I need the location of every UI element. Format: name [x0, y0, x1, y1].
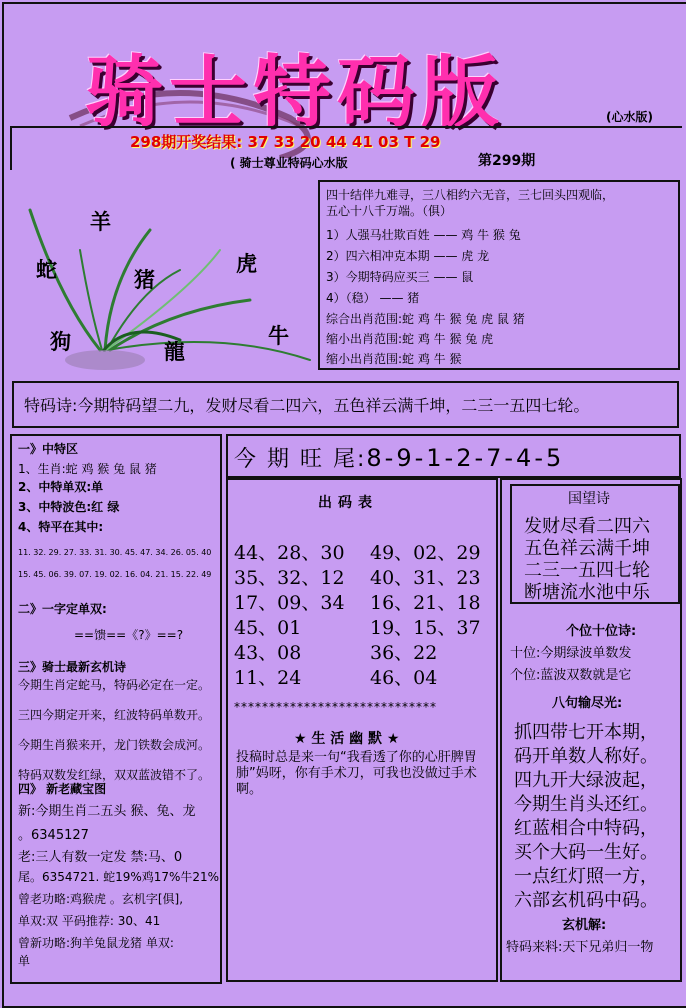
zodiac-pig: 猪: [134, 268, 155, 292]
number-cell: 46、04: [370, 667, 438, 689]
eight-lines-title: 八句输尽光:: [552, 696, 623, 711]
number-list: 11. 32. 29. 27. 33. 31. 30. 45. 47. 34. 26. 05. 40: [18, 548, 212, 557]
section-heading: 一》中特区: [18, 442, 79, 456]
eight-lines-line: 今期生肖头还红。: [514, 794, 658, 815]
mystery-text: 特码来料:天下兄弟归一物: [506, 940, 654, 955]
slogan: ( 骑士尊业特码心水版: [230, 156, 348, 170]
number-cell: 36、22: [370, 642, 438, 664]
poem-item: 综合出肖范围:蛇 鸡 牛 猴 兔 虎 鼠 猪: [326, 312, 525, 326]
verse-line: 今期生肖定蛇马，特码必定在一定。: [18, 678, 211, 692]
zodiac-tiger: 虎: [236, 252, 257, 276]
treasure-line: 。6345127: [18, 828, 89, 843]
position-poem-line: 十位:今期绿波单数发: [510, 646, 632, 661]
verse-line: 三四今期定开来，红波特码单数开。: [18, 708, 211, 722]
lucky-tail: [234, 442, 564, 473]
position-poem-title: 个位十位诗:: [566, 624, 637, 639]
guo-poem-line: 二三一五四七轮: [524, 560, 650, 581]
number-table-box: [226, 478, 498, 982]
position-poem-line: 个位:蓝波双数就是它: [510, 668, 632, 683]
number-cell: 44、28、30: [234, 542, 345, 564]
eight-lines-line: 抓四带七开本期，: [514, 722, 658, 743]
flat-line: 4、特平在其中:: [18, 520, 104, 534]
eight-lines-line: 四九开大绿波起，: [514, 770, 658, 791]
lucky-tail-label: 今 期 旺 尾:: [234, 447, 367, 472]
treasure-line: 老:三人有数一定发 禁:马、0: [18, 850, 183, 865]
eight-lines-line: 码开单数人称好。: [514, 746, 658, 767]
poem-line-1: 四十结伴九难寻，三八相约六无音，三七回头四观临，: [326, 188, 615, 202]
draw-results: 298期开奖结果: 37 33 20 44 41 03 T 29: [130, 133, 441, 151]
number-cell: 45、01: [234, 617, 302, 639]
poem-item: 4）（稳） —— 猪: [326, 291, 420, 305]
section-heading: 四》 新老藏宝图: [18, 782, 107, 796]
treasure-line: 曾老功略:鸡猴虎 。玄机字[俱],: [18, 892, 184, 906]
number-cell: 19、15、37: [370, 617, 481, 639]
treasure-line: 单双:双 平码推荐: 30、41: [18, 914, 161, 928]
humor-title: ★ 生 活 幽 默 ★: [294, 731, 400, 747]
zodiac-dog: 狗: [50, 330, 71, 354]
guo-poem-box: [510, 484, 680, 604]
mystery-title: 玄机解:: [562, 918, 607, 933]
poem-item: 2）四六相冲克本期 —— 虎 龙: [326, 249, 490, 263]
issue-number: 第299期: [478, 153, 536, 169]
star-divider: *****************************: [234, 700, 437, 714]
guo-poem-title: 国望诗: [568, 491, 610, 507]
eight-lines-line: 红蓝相合中特码，: [514, 818, 658, 839]
page-title: 骑士特码版: [85, 47, 506, 138]
number-cell: 16、21、18: [370, 592, 481, 614]
zodiac-line: 1、生肖:蛇 鸡 猴 兔 鼠 猪: [18, 462, 157, 476]
section-heading: 三》骑士最新玄机诗: [18, 660, 127, 674]
lucky-tail-value: 8-9-1-2-7-4-5: [366, 444, 565, 472]
number-table-title: 出码表: [318, 495, 378, 511]
number-cell: 43、08: [234, 642, 302, 664]
poem-line-2: 五心十八千万端。（俱）: [326, 204, 453, 218]
poem-item: 缩小出肖范围:蛇 鸡 牛 猴: [326, 352, 462, 366]
number-cell: 49、02、29: [370, 542, 481, 564]
zodiac-snake: 蛇: [36, 258, 57, 282]
treasure-line: 曾新功略:狗羊兔鼠龙猪 单双:: [18, 936, 174, 950]
treasure-line: 新:今期生肖二五头 猴、兔、龙: [18, 804, 196, 819]
number-list: 15. 45. 06. 39. 07. 19. 02. 16. 04. 21. 15. 22. 49: [18, 570, 212, 579]
verse-line: 今期生肖猴来开，龙门铁数会成河。: [18, 738, 211, 752]
code-poem-box: [12, 381, 679, 428]
number-cell: 11、24: [234, 667, 302, 689]
left-column: [10, 434, 222, 984]
edition-label: (心水版): [606, 110, 653, 124]
poem-item: 1）人强马壮欺百姓 —— 鸡 牛 猴 兔: [326, 228, 521, 242]
number-cell: 40、31、23: [370, 567, 481, 589]
prediction-poem-box: [318, 180, 680, 370]
guo-poem-line: 发财尽看二四六: [524, 516, 650, 537]
code-poem: 特码诗:今期特码望二九，发财尽看二四六，五色祥云满千坤，二三一五四七轮。: [24, 396, 590, 415]
guo-poem-line: 五色祥云满千坤: [524, 538, 650, 559]
riddle: ==馈==《?》==?: [74, 628, 184, 642]
humor-text: 投稿时总是来一句“我看透了你的心肝脾胃肺”妈呀，你有手术刀，可我也没做过手术啊。: [236, 750, 477, 797]
treasure-line: 尾。6354721. 蛇19%鸡17%牛21%: [18, 870, 220, 884]
color-line: 3、中特波色:红 绿: [18, 500, 120, 514]
eight-lines-line: 一点红灯照一方，: [514, 866, 658, 887]
number-cell: 17、09、34: [234, 592, 345, 614]
odd-even-line: 2、中特单双:单: [18, 480, 104, 494]
eight-lines-line: 买个大码一生好。: [514, 842, 658, 863]
zodiac-sheep: 羊: [90, 210, 111, 234]
verse-line: 特码双数发红绿，双双蓝波错不了。: [18, 768, 211, 782]
poem-item: 缩小出肖范围:蛇 鸡 牛 猴 兔 虎: [326, 332, 494, 346]
lucky-tail-box: [226, 434, 681, 478]
eight-lines-line: 六部玄机码中码。: [514, 890, 658, 911]
treasure-line: 单: [18, 954, 31, 968]
zodiac-ox: 牛: [268, 324, 289, 348]
section-heading: 二》一字定单双:: [18, 602, 107, 616]
zodiac-dragon: 龍: [164, 340, 185, 364]
poem-item: 3）今期特码应买三 —— 鼠: [326, 270, 474, 284]
number-cell: 35、32、12: [234, 567, 345, 589]
guo-poem-line: 断塘流水池中乐: [524, 582, 650, 603]
